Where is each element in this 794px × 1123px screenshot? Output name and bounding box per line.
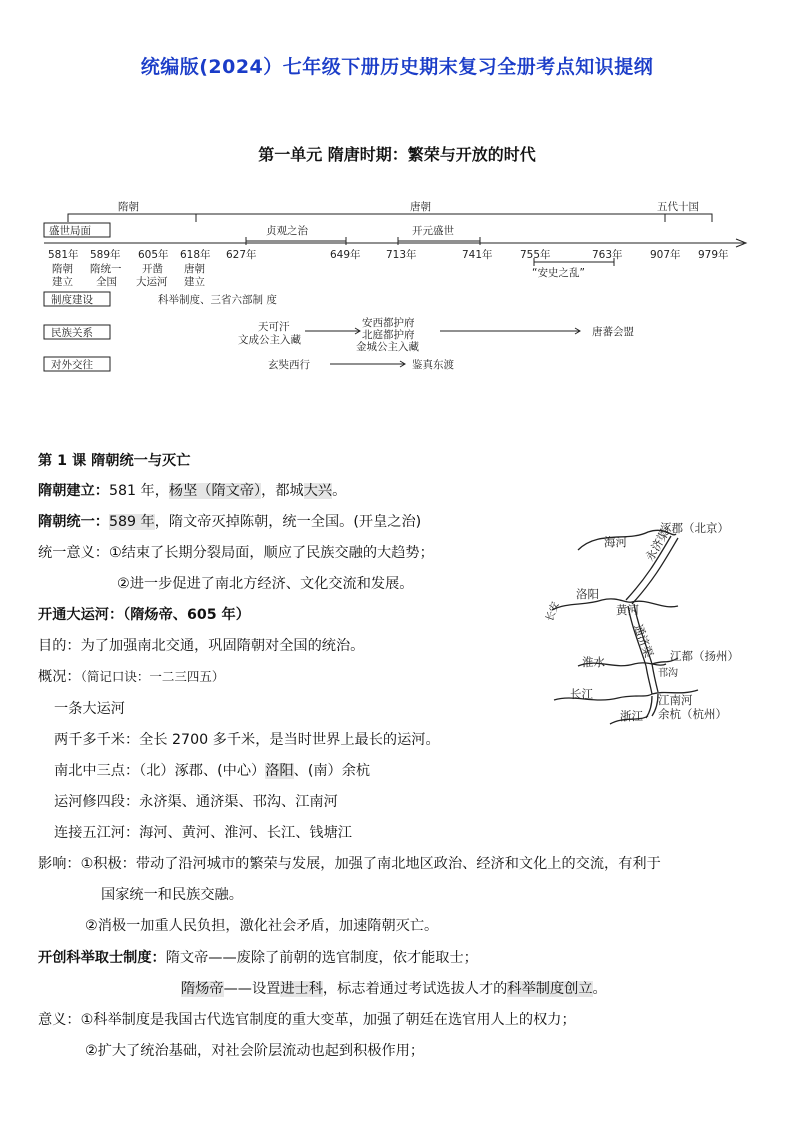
- map-label: 海河: [604, 535, 627, 549]
- ethnic-text: 文成公主入藏: [238, 334, 301, 346]
- map-label: 通济渠: [631, 622, 657, 660]
- canal-overview: 概况：（简记口诀：一二三四五）: [38, 669, 225, 685]
- ethnic-text: 唐蕃会盟: [592, 326, 634, 338]
- anshi-label: “安史之乱”: [532, 267, 585, 279]
- foreign-text: 玄奘西行: [268, 359, 310, 371]
- unify-meaning-1: 统一意义：①结束了长期分裂局面，顺应了民族交融的大趋势；: [38, 545, 434, 561]
- year-note: 唐朝: [184, 263, 205, 275]
- year-label: 581年: [48, 249, 79, 261]
- period-shengshi: 盛世局面: [49, 225, 91, 237]
- keju-significance-1: 意义：①科举制度是我国古代选官制度的重大变革，加强了朝廷在选官用人上的权力；: [38, 1012, 576, 1028]
- year-note: 隋朝: [52, 263, 73, 275]
- year-note: 开凿: [142, 263, 163, 275]
- year-label: 741年: [462, 249, 493, 261]
- document-title: 统编版(2024）七年级下册历史期末复习全册考点知识提纲: [140, 56, 654, 78]
- map-label: 邗沟: [658, 668, 678, 679]
- map-label: 永济渠: [642, 526, 672, 564]
- map-label: 长安: [544, 600, 562, 624]
- unify-meaning-2: ②进一步促进了南北方经济、文化交流和发展。: [117, 576, 414, 592]
- ethnic-text: 天可汗: [258, 321, 290, 333]
- ethnic-text: 安西都护府: [362, 317, 415, 329]
- keju-yangdi: 隋炀帝——设置进士科，标志着通过考试选拔人才的科举制度创立。: [181, 981, 607, 997]
- overview-3: 南北中三点：（北）涿郡、(中心）洛阳、(南）余杭: [54, 763, 371, 779]
- system-text: 科举制度、三省六部制 度: [158, 294, 277, 306]
- year-note: 建立: [52, 276, 73, 288]
- year-label: 649年: [330, 249, 361, 261]
- lesson-title: 第 1 课 隋朝统一与灭亡: [38, 453, 191, 469]
- dynasty-sui: 隋朝: [118, 201, 139, 213]
- year-label: 618年: [180, 249, 211, 261]
- impact-positive-cont: 国家统一和民族交融。: [101, 887, 243, 903]
- period-kaiyuan: 开元盛世: [412, 225, 454, 237]
- year-label: 589年: [90, 249, 121, 261]
- year-label: 979年: [698, 249, 729, 261]
- keju-heading: 开创科举取士制度：隋文帝——废除了前朝的选官制度，依才能取士；: [38, 950, 478, 966]
- impact-positive: 影响：①积极：带动了沿河城市的繁荣与发展，加强了南北地区政治、经济和文化上的交流，有利于: [38, 856, 661, 872]
- year-label: 627年: [226, 249, 257, 261]
- sui-establish: 隋朝建立：581 年，杨坚（隋文帝），都城大兴。: [38, 483, 347, 499]
- year-label: 755年: [520, 249, 551, 261]
- map-label: 长江: [570, 687, 593, 701]
- period-zhenguan: 贞观之治: [266, 225, 308, 237]
- ethnic-text: 金城公主入藏: [356, 341, 419, 353]
- year-note: 大运河: [136, 276, 168, 288]
- grand-canal-map: [544, 518, 768, 733]
- year-label: 763年: [592, 249, 623, 261]
- year-label: 713年: [386, 249, 417, 261]
- row-system: 制度建设: [51, 294, 93, 306]
- impact-negative: ②消极一加重人民负担，激化社会矛盾，加速隋朝灭亡。: [85, 918, 439, 934]
- map-label: 余杭（杭州）: [658, 707, 727, 721]
- map-label: 淮水: [582, 655, 605, 669]
- canal-heading: 开通大运河：（隋炀帝、605 年）: [38, 607, 250, 623]
- dynasty-tang: 唐朝: [410, 201, 431, 213]
- foreign-text: 鉴真东渡: [412, 359, 454, 371]
- canal-purpose: 目的：为了加强南北交通，巩固隋朝对全国的统治。: [38, 638, 365, 654]
- year-note: 隋统一: [90, 263, 122, 275]
- map-label: 洛阳: [576, 587, 599, 601]
- year-label: 605年: [138, 249, 169, 261]
- overview-1: 一条大运河: [54, 701, 125, 717]
- map-label: 浙江: [620, 709, 643, 723]
- unit-title: 第一单元 隋唐时期：繁荣与开放的时代: [258, 145, 536, 164]
- row-ethnic: 民族关系: [51, 327, 93, 339]
- year-note: 全国: [96, 276, 117, 288]
- timeline-diagram: [0, 0, 794, 400]
- overview-2: 两千多千米：全长 2700 多千米，是当时世界上最长的运河。: [54, 732, 440, 748]
- overview-4: 运河修四段：永济渠、通济渠、邗沟、江南河: [54, 794, 338, 810]
- year-note: 建立: [184, 276, 205, 288]
- map-label: 江都（扬州）: [670, 649, 739, 663]
- overview-5: 连接五江河：海河、黄河、淮河、长江、钱塘江: [54, 825, 352, 841]
- map-label: 涿郡（北京）: [660, 521, 729, 535]
- row-foreign: 对外交往: [51, 359, 93, 371]
- keju-significance-2: ②扩大了统治基础，对社会阶层流动也起到积极作用；: [85, 1043, 425, 1059]
- dynasty-wudai: 五代十国: [657, 201, 699, 213]
- year-label: 907年: [650, 249, 681, 261]
- map-label: 江南河: [658, 693, 693, 707]
- ethnic-text: 北庭都护府: [362, 329, 415, 341]
- sui-unify: 隋朝统一：589 年，隋文帝灭掉陈朝，统一全国。(开皇之治): [38, 514, 422, 530]
- map-label: 黄河: [616, 603, 639, 617]
